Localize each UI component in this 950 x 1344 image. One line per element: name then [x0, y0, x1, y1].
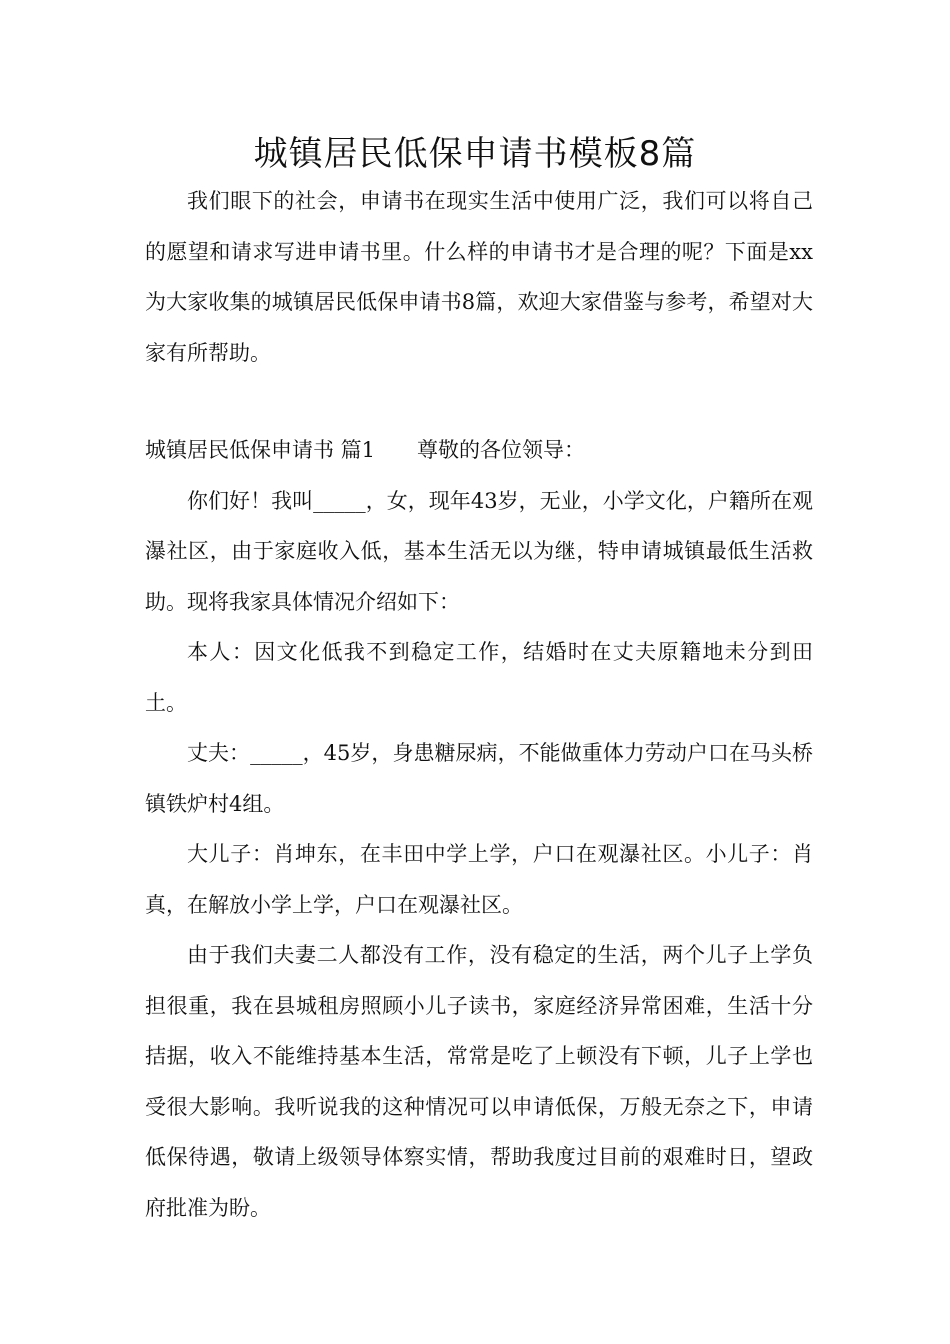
section-heading: 城镇居民低保申请书 篇1 — [145, 438, 376, 462]
body-paragraph-2: 本人：因文化低我不到稳定工作，结婚时在丈夫原籍地未分到田土。 — [145, 640, 813, 715]
body-paragraph-5: 由于我们夫妻二人都没有工作，没有稳定的生活，两个儿子上学负担很重，我在县城租房照顾小儿子读书，家庭经济异常困难，生活十分拮据，收入不能维持基本生活，常常是吃了上顿没有下顿，儿子上学也受很大影响。我听说我的这种情况可以申请低保，万般无奈之下，申请低保待遇，敬请上级领导体察实情，帮助我度过目前的艰难时日，望政府批准为盼。 — [145, 943, 813, 1220]
body-paragraph-4: 大儿子：肖坤东，在丰田中学上学，户口在观瀑社区。小儿子：肖真，在解放小学上学，户口在观瀑社区。 — [145, 842, 813, 917]
salutation: 尊敬的各位领导： — [417, 438, 586, 462]
paragraph-spacer — [145, 378, 813, 425]
body-paragraph-1: 你们好！我叫_____，女，现年43岁，无业，小学文化，户籍所在观瀑社区，由于家庭收入低，基本生活无以为继，特申请城镇最低生活救助。现将我家具体情况介绍如下： — [145, 488, 813, 614]
document-body — [145, 176, 813, 1233]
body-paragraph-3: 丈夫：_____，45岁，身患糖尿病，不能做重体力劳动户口在马头桥镇铁炉村4组。 — [145, 741, 813, 816]
intro-paragraph: 我们眼下的社会，申请书在现实生活中使用广泛，我们可以将自己的愿望和请求写进申请书里。什么样的申请书才是合理的呢？下面是xx为大家收集的城镇居民低保申请书8篇，欢迎大家借鉴与参考，希望对大家有所帮助。 — [145, 189, 813, 365]
document-title: 城镇居民低保申请书模板8篇 — [253, 134, 697, 174]
section-heading-line — [145, 425, 813, 476]
